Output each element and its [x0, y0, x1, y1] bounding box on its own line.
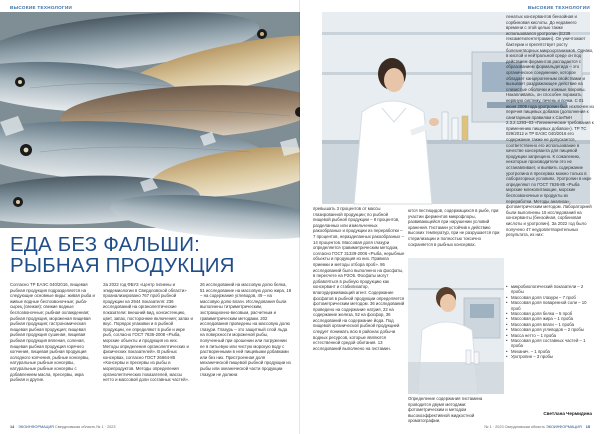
results-list [506, 284, 594, 360]
list-item-text: микробиологический показатели – 2 пробы [511, 284, 584, 295]
bullet-icon: • [506, 348, 508, 354]
bullet-icon: • [506, 294, 508, 300]
list-item [506, 354, 594, 359]
section-tag: ВЫСОКИЕ ТЕХНОЛОГИИ [10, 5, 73, 10]
list-item-text: Массовая доля углеводов – 2 пробы [511, 327, 584, 333]
text-column-left-1 [10, 282, 96, 422]
list-item [506, 284, 594, 295]
text-column-right-1 [313, 206, 405, 416]
author-signature: Светлана Чермидина [543, 411, 592, 416]
list-item-text: Массовая доля белка – 5 проб [511, 311, 573, 317]
paragraph: 26 исследований на массовую долю белка, 51 исследование на массовую долю жира, 18 – на содержание углеводов, 49 – на массовую долю влаги. Исследования были выполнены титриметрическим, экстракционно-весовым, расчетным и гравиметрическим методами. 202 исследования проведены на массовую долю глазури. Глазурь – это защитный слой льда на поверхности мороженой рыбы, полученный при орошении или погружении ее в питьевую или чистую морскую воду с растворенными в ней пищевыми добавками или без них. Пристроенная доля механической пищевой рыбной продукции из рыбы или океанической части продукции глазури не должна [200, 282, 292, 377]
list-item-text: Уротропин – 3 пробы [511, 354, 554, 360]
footer-left [10, 425, 115, 429]
text-column-right-2 [408, 208, 500, 256]
bullet-icon: • [506, 332, 508, 338]
fish-photo [0, 12, 300, 228]
page-number: 15 [585, 425, 590, 429]
bullet-icon: • [506, 354, 508, 360]
paragraph: превышать 3 процентов от массы глазированной продукции; по рыбной пищевой рыбной продукции – 8 процентов, разделанных или измельченных ракообразных и продукции из переработки – 7 процентов, неразделанных ракообразных – 14 процентов. Массовая доля глазури определяется гравиметрическим методом, согласно ГОСТ 31339-2006 «Рыба, нерыбные объекты и продукция из них. Правила приемки и методы отбора проб». 86 исследований было выполнено на фосфаты, в пересчете на P2O5. Фосфаты могут добавляться в рыбную продукцию как консервант и стабилизатор, влагоудерживающий агент. Содержание фосфатов в рыбной продукции определяется фотометрическим методом. 36 исследований проведено на содержание натрия, 22 на содержание железа, 52 на фосфор, 36 исследований на содержание йода. Под пищевой органической рыбной продукцией следует понимать всю в районах добычи водных ресурсов, которые являются естественной средой обитания. 13 исследований выполнено на гистамин. [313, 206, 405, 351]
list-item [506, 300, 594, 311]
lab-photo-secondary [408, 258, 504, 394]
list-item-text: Массовая доля составных частей – 1 проба [511, 338, 586, 349]
bullet-icon: • [506, 300, 508, 306]
region-name: Свердловская область [55, 425, 96, 429]
paragraph: Согласно ТР ЕАЭС 040/2016, пищевая рыбная продукция подразделяется на следующие основные виды: живая рыба и живые водные беспозвоночные; рыба-сырец (свежая); свежие водные беспозвоночные; рыбная охлажденная; рыбная продукция, мороженая пищевая рыбная продукция; гастрономическая пищевая рыбная продукция; пищевая рыбная продукция сушеная, пищевая рыбная продукция вяленая, соленая, пищевая рыбная продукция горячего копчения, пищевая рыбная продукция холодного копчения, рыбные консервы, натуральные рыбные консервы, натуральные рыбные консервы с добавлением масла, пресервы, икра рыбная и другие. [10, 282, 95, 383]
list-item-text: Массовая доля жира – 1 проба [511, 316, 574, 322]
issue-number: № 1 · 2023 [484, 425, 504, 429]
list-item-text: Массовая доля поваренной соли – 10 проб [511, 300, 587, 311]
list-item-text: Масса нетто – 1 проба [511, 332, 557, 338]
paragraph: За 2022 год ФБУЗ «Центр гигиены и эпидемиологии в Свердловской области» проанализировано 767 проб рыбной продукции на 2944 показателя: 236 исследований на органолептические показатели: внешний вид, консистенцию, цвет, запах, посторонние включения; запах и вкус. Порядок упаковки и в рыбной продукции, ее определяют в рыбе и икре рыб, согласно ГОСТ 7636-2008 «Рыба, морские объекты и продукция из них. Методы определения органолептических и физических показателей». В рыбных консервах, согласно ГОСТ 26664-85 «Консервы и пресервы из рыбы и морепродуктов. Методы определения органолептических показателей, массы нетто и массовой доли составных частей». [103, 282, 193, 383]
article-headline: ЕДА БЕЗ ФАЛЬШИ: РЫБНАЯ ПРОДУКЦИЯ [10, 233, 235, 277]
text-column-left-3 [200, 282, 292, 422]
bullet-icon: • [506, 311, 508, 317]
bullet-icon: • [506, 321, 508, 327]
bullet-icon: • [506, 316, 508, 322]
paragraph: Определение содержания гистамина проводится двумя методами: фотометрическим и методом высокоэффективной жидкостной хроматографии. [408, 396, 483, 424]
paragraph: ленатых консервантов бензойная и сорбиновая кислоты. До недавнего времени с этой целью также использовался уротропин (Е239 гексаметилентетрамин). Он уничтожает бактерии и препятствует росту болезнетворных микроорганизмов. Однако, в кислой и нейтральной среде он под действием ферментов распадается с образованием формальдегида – это органическое соединение, которое обладает канцерогенным свойствами и вызывает раздражающее действие на слизистые оболочки и кожные покровы. Накапливаясь, он способен поражать нервную систему, печень и почки. С 01 июня 2009 года уротропин был исключен из перечня пищевых добавок (дополнения к санитарным правилам к СанПиН 2.3.2.1293–03 «Гигиенические требования к применению пищевых добавок»). ТР ТС 029/2012 и ТР ЕАЭС 040/2016 его содержание также не допускается, соответственно его использование в качестве консерванта для пищевой продукции запрещено. К сожалению, некоторые производители это не останавливает, и выявить содержание уротропина в пресервах можно только в лабораторных условиях. Уротропин в икре определяют по ГОСТ 7636-85 «Рыба морские млекопитающие, морские беспозвоночные и продукты их переработки. Методы анализа», фотометрическим методом. Лабораторией были выполнены 15 исследований на консерванты (бензойная, сорбиновая кислоты и уротропин). За 2022 год было получено 47 неудовлетворительных результата, из них: [506, 14, 594, 238]
bullet-icon: • [506, 338, 508, 344]
magazine-name: ЭКОИНФОРМАЦИЯ [546, 425, 582, 429]
list-item-text: Механич. – 1 проба [511, 348, 550, 354]
list-item-text: Массовая доля глазури – 7 проб [511, 294, 576, 300]
list-item [506, 338, 594, 349]
magazine-name: ЭКОИНФОРМАЦИЯ [18, 425, 54, 429]
text-column-left-2 [103, 282, 193, 422]
text-column-right-2b [408, 396, 500, 424]
bullet-icon: • [506, 284, 508, 289]
paragraph: ются пестицидов, содержащихся в рыбе, при участии ферментов микрофлоры, развивающейся при нарушении условий хранения. Гистамин устойчив к действию высоких температур, при не разрушается при стерилизации и полностью токсично сохраняется в рыбных консервах. [408, 208, 500, 247]
issue-number: № 1 · 2023 [96, 425, 116, 429]
list-item-text: Массовая доля влаги – 1 проба [511, 321, 574, 327]
section-tag-right: ВЫСОКИЕ ТЕХНОЛОГИИ [527, 5, 590, 10]
footer-right [485, 425, 590, 429]
bullet-icon: • [506, 327, 508, 333]
page-number: 14 [10, 425, 15, 429]
region-name: Свердловская область [504, 425, 545, 429]
text-column-right-3 [506, 14, 594, 282]
